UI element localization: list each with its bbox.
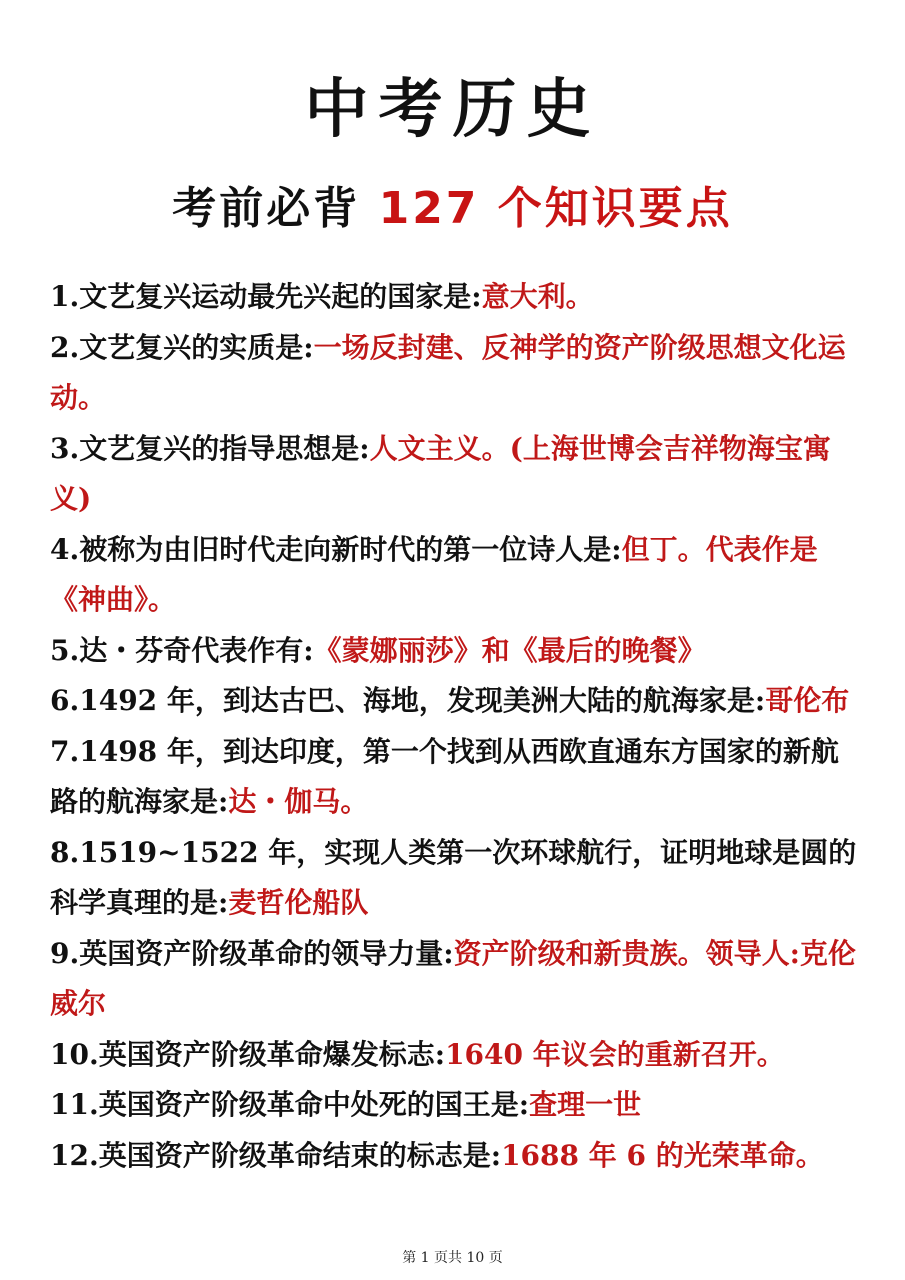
item-question: 7.1498 年，到达印度，第一个找到从西欧直通东方国家的新航路的航海家是: — [50, 734, 839, 818]
item-answer: 1688 年 6 的光荣革命。 — [501, 1138, 824, 1172]
item-question: 6.1492 年，到达古巴、海地，发现美洲大陆的航海家是: — [50, 684, 766, 717]
subtitle-highlight: 127 个知识要点 — [378, 183, 733, 234]
list-item — [50, 1080, 865, 1131]
item-question: 3.文艺复兴的指导思想是: — [50, 431, 370, 465]
list-item — [50, 676, 865, 727]
knowledge-list — [50, 272, 865, 1181]
list-item — [50, 727, 865, 828]
list-item — [50, 424, 865, 525]
item-question: 11.英国资产阶级革命中处死的国王是: — [50, 1088, 530, 1121]
list-item — [50, 525, 865, 626]
item-question: 9.英国资产阶级革命的领导力量: — [50, 936, 454, 970]
item-question: 8.1519~1522 年，实现人类第一次环球航行，证明地球是圆的科学真理的是: — [50, 835, 857, 919]
item-question: 10.英国资产阶级革命爆发标志: — [50, 1037, 446, 1071]
item-answer: 人文主义。(上海世博会吉祥物海宝寓义) — [50, 431, 831, 515]
item-answer: 哥伦布 — [765, 684, 850, 717]
item-answer: 一场反封建、反神学的资产阶级思想文化运动。 — [50, 330, 846, 414]
item-answer: 1640 年议会的重新召开。 — [445, 1037, 785, 1071]
list-item — [50, 323, 865, 424]
item-answer: 查理一世 — [529, 1088, 642, 1121]
list-item — [50, 1030, 865, 1081]
list-item — [50, 1131, 865, 1182]
page-number: 第 1 页共 10 页 — [402, 1250, 503, 1266]
item-answer: 《蒙娜丽莎》和《最后的晚餐》 — [313, 633, 706, 667]
subtitle-prefix: 考前必背 — [172, 183, 361, 234]
list-item — [50, 272, 865, 323]
item-question: 2.文艺复兴的实质是: — [50, 330, 314, 364]
item-question: 4.被称为由旧时代走向新时代的第一位诗人是: — [50, 532, 622, 566]
item-answer: 但丁。代表作是《神曲》。 — [50, 532, 818, 616]
list-item — [50, 828, 865, 929]
item-answer: 意大利。 — [481, 280, 594, 313]
item-answer: 资产阶级和新贵族。领导人:克伦威尔 — [50, 936, 856, 1020]
item-question: 1.文艺复兴运动最先兴起的国家是: — [50, 280, 482, 313]
item-question: 12.英国资产阶级革命结束的标志是: — [50, 1138, 502, 1172]
page-subtitle — [0, 172, 905, 236]
item-answer: 麦哲伦船队 — [228, 886, 369, 919]
item-answer: 达・伽马。 — [228, 785, 369, 818]
item-question: 5.达・芬奇代表作有: — [50, 633, 314, 667]
page-title: 中考历史 — [304, 73, 601, 147]
list-item — [50, 626, 865, 677]
list-item — [50, 929, 865, 1030]
